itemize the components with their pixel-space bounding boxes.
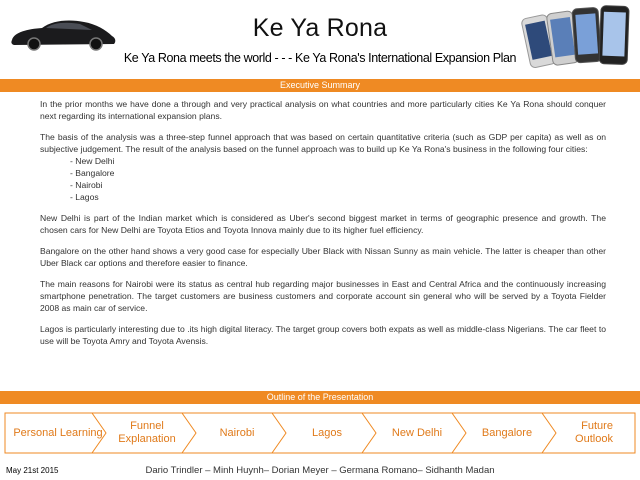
list-item: - Nairobi <box>70 179 606 191</box>
list-item: - New Delhi <box>70 155 606 167</box>
executive-summary-bar: Executive Summary <box>0 79 640 92</box>
paragraph-lagos: Lagos is particularly interesting due to .its high digital literacy. The target group covers both expats as well as middle-class Nigerians. The car fleet to use will be Toyota Amry and Toyota Avensis. <box>40 324 606 346</box>
step-lagos: Lagos <box>312 426 342 439</box>
city-list <box>70 155 606 203</box>
executive-summary-content <box>40 98 606 356</box>
step-new-delhi: New Delhi <box>391 426 443 439</box>
step-personal-learning: Personal Learning <box>13 426 103 439</box>
list-item: - Lagos <box>70 191 606 203</box>
step-nairobi: Nairobi <box>219 426 255 439</box>
paragraph-new-delhi: New Delhi is part of the Indian market which is considered as Uber's second biggest market in terms of geographic presence and growth. The chosen cars for New Delhi are Toyota Etios and Toyota Innova mainly due to its higher fuel efficiency. <box>40 213 606 235</box>
phones-image <box>520 2 636 74</box>
step-future-outlook: Future Outlook <box>575 420 613 445</box>
list-item: - Bangalore <box>70 167 606 179</box>
paragraph-intro: In the prior months we have done a through and very practical analysis on what countries and more particularly cities Ke Ya Rona should conquer next regarding its international expansion plans. <box>40 99 606 121</box>
page-subtitle: Ke Ya Rona meets the world - - - Ke Ya Rona's International Expansion Plan <box>123 51 517 65</box>
step-funnel-explanation: Funnel Explanation <box>118 420 176 445</box>
footer-date: May 21st 2015 <box>6 466 59 475</box>
header <box>0 0 640 78</box>
outline-bar: Outline of the Presentation <box>0 391 640 404</box>
step-bangalore: Bangalore <box>481 426 533 439</box>
paragraph-nairobi: The main reasons for Nairobi were its status as central hub regarding major businesses in East and Central Africa and the continuously increasing smartphone penetration. The target customers are business customers and corporate account sin general who will be served by a Toyota Fielder 2008 as main car of service. <box>40 279 606 313</box>
footer-authors: Dario Trindler – Minh Huynh– Dorian Meyer – Germana Romano– Sidhanth Madan <box>145 465 495 476</box>
paragraph-basis: The basis of the analysis was a three-step funnel approach that was based on certain quantitative criteria (such as GDP per capita) as well as on subjective judgement. The result of the analysis based on the funnel approach was to build up Ke Ya Rona's business in the following four cities: <box>40 132 606 154</box>
paragraph-bangalore: Bangalore on the other hand shows a very good case for especially Uber Black with Nissan Sunny as main vehicle. The latter is cheaper than other Uber Black car options and therefore easier to finance. <box>40 246 606 268</box>
page-title: Ke Ya Rona <box>252 14 388 42</box>
